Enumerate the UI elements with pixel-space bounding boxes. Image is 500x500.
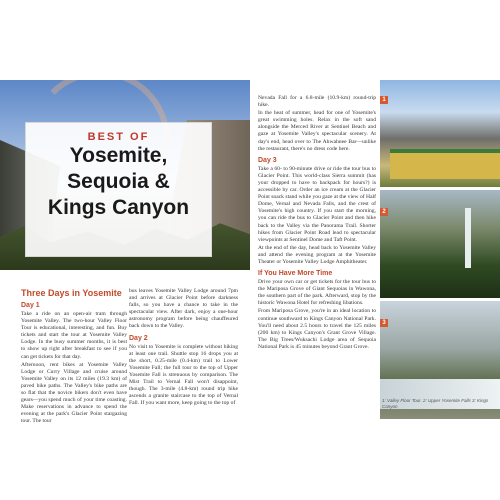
day-3-heading: Day 3 xyxy=(258,156,277,164)
photo-caption: 1: Valley Floor Tour. 2: Upper Yosemite Falls 3: Kings Canyon xyxy=(382,398,489,409)
more-time-heading: If You Have More Time xyxy=(258,270,333,278)
photo-valley-floor-tour xyxy=(380,80,500,187)
title-kicker: BEST OF xyxy=(87,131,150,143)
title-line-3: Kings Canyon xyxy=(47,196,190,219)
day-2-paragraph-swim: In the heat of summer, head for one of Yosemite's great swimming holes. Relax in the soft sand alongside the Merced River at Sentinel Beach and gaze at Yosemite Valley's spectacular scenery. At day's end, head over to The Ahwahnee Bar—unlike the restaurant, there's no dress code here. xyxy=(258,110,376,152)
photo-upper-yosemite-falls xyxy=(380,190,500,298)
day-1-heading: Day 1 xyxy=(21,302,40,309)
day-3-paragraph-1: Take a 60- to 90-minute drive or ride the tour bus to Glacier Point. This world-class Sierra summit (has your dropped to have to backpack for hours?) is accessible by car. Order an ice cream at the Glacier Point snack stand while you gaze at the view of Half Dome, Vernal and Nevada Falls, and the crest of Yosemite's high country. If you start the morning, you can ride the bus to Glacier Point and then hike back to the Valley via the Panorama Trail. Shorter hikes from Glacier Point Road lead to spectacular viewpoints at Sentinel Dome and Taft Point. xyxy=(258,165,376,243)
day-1-paragraph-3: bus leaves Yosemite Valley Lodge around 7pm and arrives at Glacier Point before darkness falls, so you have a chance to take in the spectacular view. After dark, enjoy a one-hour astronomy program before being chauffeured back down to the Valley. xyxy=(129,288,238,330)
day-1-paragraph-2: Afternoon, rent bikes at Yosemite Valley Lodge or Curry Village and cruise around Yosemite Valley on its 12 miles (19.3 km) of paved bike paths. The Valley's bike paths are so flat that the novice bikers don't even have gears—you spend much of your time coasting. Make reservations in advance to spend the evening at the park's Glacier Point stargazing tour. The tour xyxy=(21,361,127,425)
more-time-paragraph-2: From Mariposa Grove, you're in an ideal location to continue southward to Kings Canyon National Park. You'll need about 2.5 hours to travel the 125 miles (200 km) to Kings Canyon's Grant Grove Village. The Big Trees/Wuksachi Lodge area of Sequoia National Park is 45 minutes beyond Grant Grove. xyxy=(258,308,376,350)
title-line-2: Sequoia & xyxy=(67,170,170,193)
photo-badge-3: 3 xyxy=(380,319,388,327)
more-time-paragraph-1: Drive your own car or get tickets for the tour bus to the Mariposa Grove of Giant Sequoias in Wawona, the southern part of the park. Afterward, stop by the historic Wawona Hotel for refreshing libations. xyxy=(258,279,376,307)
middle-column xyxy=(129,288,238,408)
day-1-paragraph-1: Take a ride on an open-air tram through Yosemite Valley. The two-hour Valley Floor Tour is educational, interesting, and fun. Buy tickets and start the tour at Yosemite Valley Lodge. In the busy summer months, it is best to show up right after breakfast to see if you can get tickets for that day. xyxy=(21,311,127,360)
day-2-paragraph-cont: Nevada Fall for a 6.8-mile (10.9-km) round-trip hike. xyxy=(258,95,376,109)
photo-badge-2: 2 xyxy=(380,208,388,216)
photo-badge-1: 1 xyxy=(380,96,388,104)
title-box xyxy=(25,122,212,257)
photo-strip xyxy=(380,80,500,419)
right-column xyxy=(258,95,376,352)
day-2-heading: Day 2 xyxy=(129,334,148,342)
day-2-paragraph: No visit to Yosemite is complete without hiking at least one trail. Shuttle stop 16 drops you at the short, 0.25-mile (0.4-km) trail to Lower Yosemite Fall; the full tour to the top of Upper Yosemite Fall is strenuous by comparison. The Mist Trail to Vernal Fall won't disappoint, though. The 3-mile (4.8-km) round trip hike ascends a granite staircase to the top of Vernal Fall. If you want more, keep going to the top of xyxy=(129,343,238,407)
section-heading-three-days: Three Days in Yosemite xyxy=(21,288,122,298)
left-column xyxy=(21,288,127,427)
day-3-paragraph-2: At the end of the day, head back to Yosemite Valley and attend the evening program at the Yosemite Theater or Yosemite Valley Lodge Amphitheater. xyxy=(258,244,376,265)
tram-shape xyxy=(390,149,500,179)
title-line-1: Yosemite, xyxy=(69,144,168,167)
waterfall-shape xyxy=(465,208,471,268)
